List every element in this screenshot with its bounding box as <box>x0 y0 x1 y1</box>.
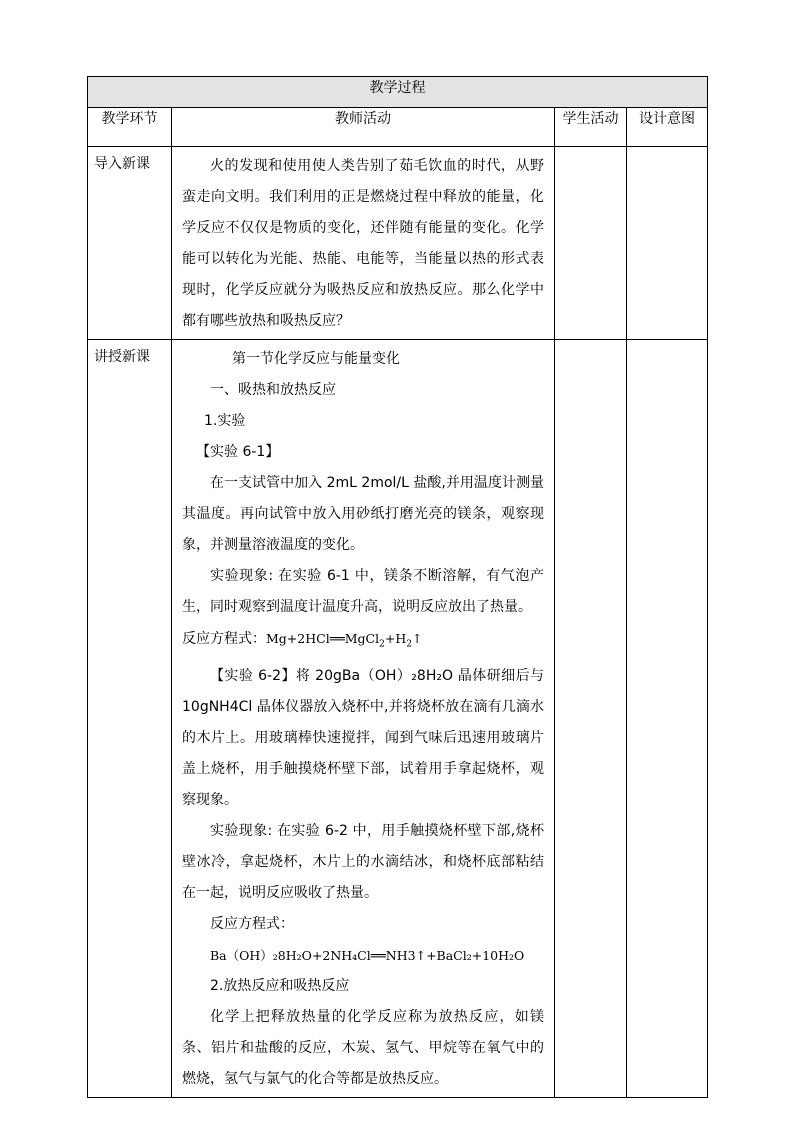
table-row-intro <box>88 147 708 340</box>
equation-2: Ba（OH）₂8H₂O+2NH₄Cl══NH3↑+BaCl₂+10H₂O <box>210 947 525 963</box>
definition-paragraph: 化学上把释放热量的化学反应称为放热反应，如镁条、铝片和盐酸的反应，木炭、氢气、甲烷等在氧气中的燃烧，氢气与氯气的化合等都是放热反应。 <box>182 1008 544 1087</box>
design-cell-lecture <box>627 340 708 1098</box>
experiment-6-2-result: 实验现象: 在实验 6-2 中，用手触摸烧杯壁下部,烧杯壁冰冷，拿起烧杯，木片上的水滴结冰，和烧杯底部粘结在一起，说明反应吸收了热量。 <box>182 822 544 901</box>
heading-experiment: 1.实验 <box>204 413 246 429</box>
experiment-6-1-label: 【实验 6-1】 <box>196 444 280 460</box>
equation-1-line <box>182 623 544 661</box>
experiment-6-2-text: 【实验 6-2】将 20gBa（OH）₂8H₂O 晶体研细后与 10gNH4Cl 晶体仪器放入烧杯中,并将烧杯放在滴有几滴水的木片上。用玻璃棒快速搅拌，闻到气味后迅速用玻璃片盖上烧杯，用手触摸烧杯壁下部，试着用手拿起烧杯，观察现象。 <box>182 667 544 808</box>
header-stage: 教学环节 <box>88 108 172 147</box>
header-student: 学生活动 <box>555 108 627 147</box>
teaching-process-table <box>87 76 708 1098</box>
stage-cell-intro: 导入新课 <box>88 147 172 340</box>
teacher-cell-lecture <box>172 340 555 1098</box>
equation-2-label: 反应方程式： <box>210 915 294 932</box>
header-teacher: 教师活动 <box>172 108 555 147</box>
table-row-lecture <box>88 340 708 1098</box>
table-header-row <box>88 108 708 147</box>
experiment-6-1-result: 实验现象: 在实验 6-1 中，镁条不断溶解，有气泡产生，同时观察到温度计温度升高，说明反应放出了热量。 <box>182 568 544 615</box>
header-design: 设计意图 <box>627 108 708 147</box>
equation-1-label: 反应方程式： <box>182 631 266 647</box>
equation-1: $Mg+2HCl══MgCl_2+H_2↑$ <box>266 631 423 650</box>
experiment-6-1-text: 在一支试管中加入 2mL 2mol/L 盐酸,并用温度计测量其温度。再向试管中放入用砂纸打磨光亮的镁条，观察现象，并测量溶液温度的变化。 <box>182 475 544 553</box>
teacher-cell-intro <box>172 147 555 340</box>
heading-exo-endo: 2.放热反应和吸热反应 <box>210 977 350 994</box>
heading-endo-exo: 一、吸热和放热反应 <box>210 382 336 398</box>
design-cell-intro <box>627 147 708 340</box>
table-title-row <box>88 77 708 108</box>
table-title: 教学过程 <box>88 77 708 108</box>
student-cell-lecture <box>555 340 627 1098</box>
section-title: 第一节化学反应与能量变化 <box>232 351 400 367</box>
stage-cell-lecture: 讲授新课 <box>88 340 172 1098</box>
intro-paragraph: 火的发现和使用使人类告别了茹毛饮血的时代，从野蛮走向文明。我们利用的正是燃烧过程中释放的能量，化学反应不仅仅是物质的变化，还伴随有能量的变化。化学能可以转化为光能、热能、电能等，当能量以热的形式表现时，化学反应就分为吸热反应和放热反应。那么化学中都有哪些放热和吸热反应？ <box>182 158 544 329</box>
student-cell-intro <box>555 147 627 340</box>
